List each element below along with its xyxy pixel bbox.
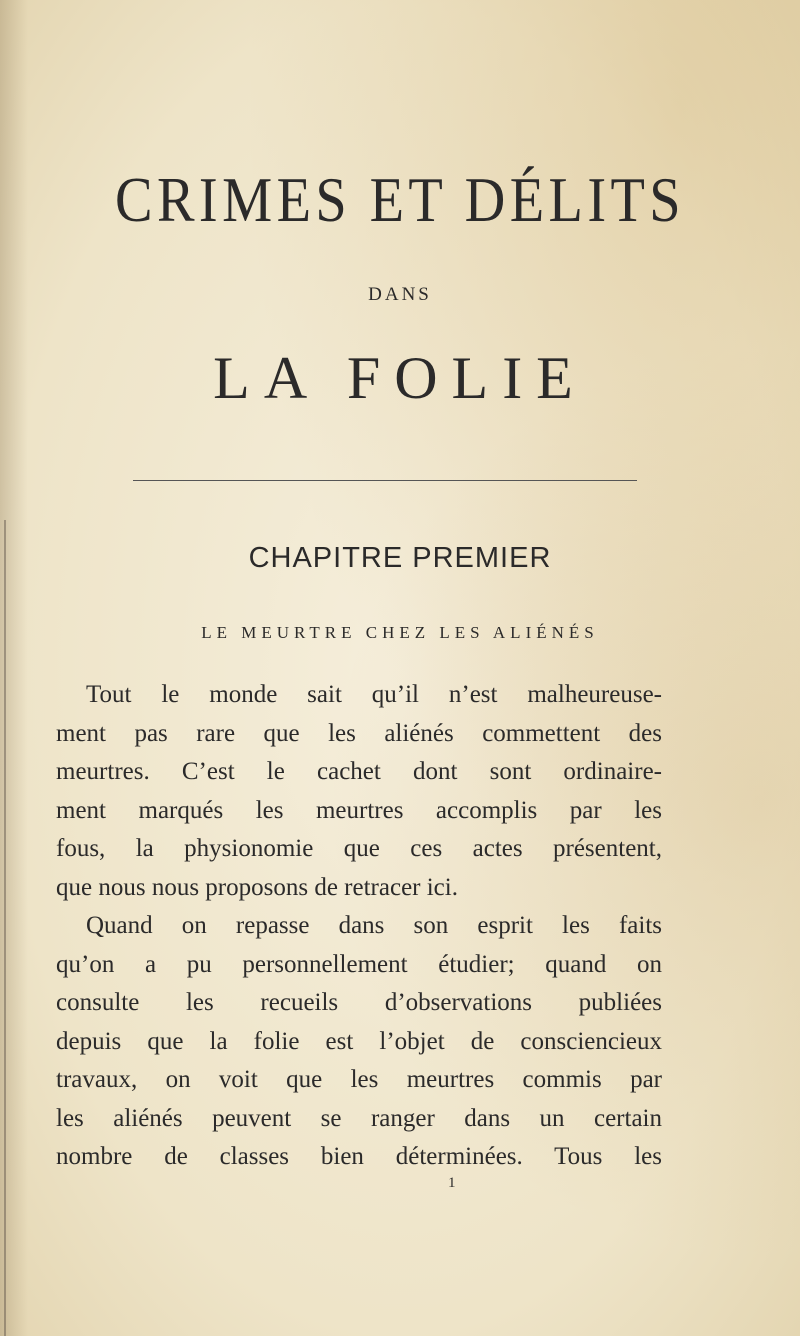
title-connector: DANS	[368, 284, 432, 305]
book-title: CRIMES ET DÉLITS	[115, 164, 685, 235]
text-line: ment pas rare que les aliénés commettent des	[56, 719, 662, 747]
text-line: nombre de classes bien déterminées. Tous les	[56, 1143, 662, 1170]
text-line: travaux, on voit que les meurtres commis par	[56, 1066, 662, 1093]
page-number: 1	[448, 1175, 456, 1191]
text-line: que nous nous proposons de retracer ici.	[56, 873, 458, 901]
text-line: fous, la physionomie que ces actes présentent,	[56, 835, 662, 862]
text-line: meurtres. C’est le cachet dont sont ordinaire-	[56, 758, 662, 785]
text-line: ment marqués les meurtres accomplis par les	[56, 796, 662, 824]
text-line: les aliénés peuvent se ranger dans un certain	[56, 1104, 662, 1132]
chapter-subheading: LE MEURTRE CHEZ LES ALIÉNÉS	[201, 623, 599, 642]
text-line: Tout le monde sait qu’il n’est malheureuse-	[86, 681, 662, 708]
text-line: consulte les recueils d’observations publiées	[56, 989, 662, 1016]
book-subtitle: LA FOLIE	[213, 345, 587, 411]
chapter-heading: CHAPITRE PREMIER	[248, 542, 552, 574]
body-text	[56, 676, 662, 1177]
text-line: depuis que la folie est l’objet de consciencieux	[56, 1027, 662, 1055]
title-divider-rule	[133, 480, 637, 481]
text-line: Quand on repasse dans son esprit les faits	[86, 912, 662, 939]
text-line: qu’on a pu personnellement étudier; quand on	[56, 950, 662, 978]
